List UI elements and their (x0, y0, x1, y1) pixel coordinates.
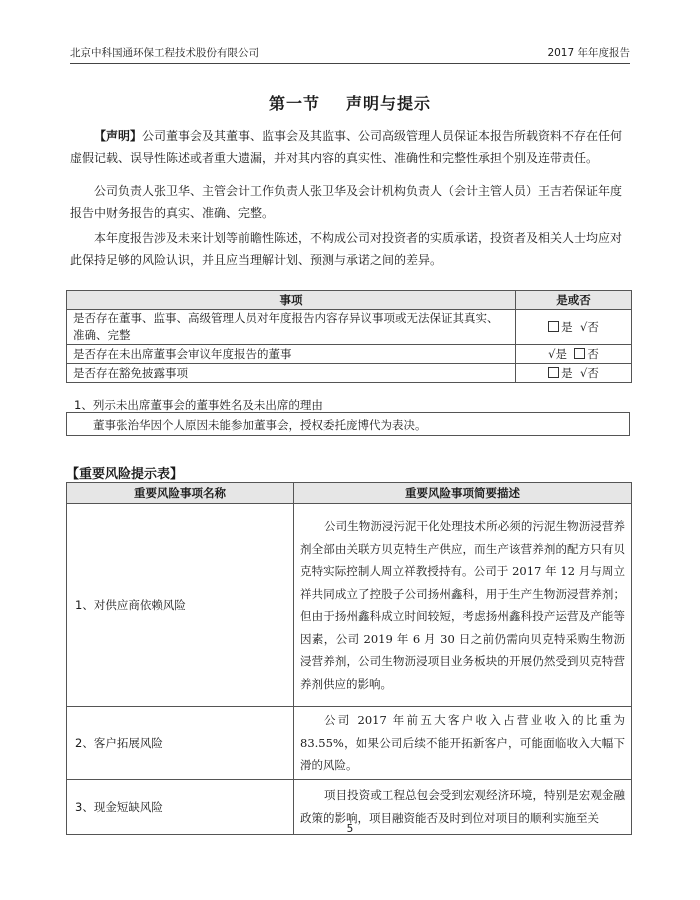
risk-desc: 项目投资或工程总包会受到宏观经济环境，特别是宏观金融政策的影响，项目融资能否及时到位对项目的顺利实施至关 (294, 779, 632, 834)
matter-answer (516, 345, 632, 364)
declaration-label: 【声明】 (94, 129, 143, 143)
checkbox-yes (548, 367, 559, 378)
no-label: 否 (587, 320, 599, 334)
page-number: 5 (346, 823, 354, 835)
check-mark: √ (548, 347, 556, 361)
matters-col-answer: 是或否 (516, 291, 632, 310)
matter-item: 是否存在董事、监事、高级管理人员对年度报告内容存异议事项或无法保证其真实、准确、完整 (67, 310, 516, 345)
matter-item: 是否存在豁免披露事项 (67, 364, 516, 383)
risk-desc: 公司生物沥浸污泥干化处理技术所必须的污泥生物沥浸营养剂全部由关联方贝克特生产供应，而生产该营养剂的配方只有贝克特实际控制人周立祥教授持有。公司于 2017 年 12 月与周立祥共同成立了控股子公司扬州鑫科，用于生产生物沥浸营养剂；但由于扬州鑫科成立时间较短，考虑扬州鑫科投产运营及产能等因素，公司 2019 年 6 月 30 日之前仍需向贝克特采购生物沥浸营养剂，公司生物沥浸项目业务板块的开展仍然受到贝克特营养剂供应的影响。 (294, 504, 632, 707)
no-label: 否 (587, 347, 599, 361)
table-row (67, 310, 632, 345)
checkbox-no (574, 348, 585, 359)
risk-name: 3、现金短缺风险 (67, 779, 294, 834)
risk-desc: 公司 2017 年前五大客户收入占营业收入的比重为 83.55%，如果公司后续不能开拓新客户，可能面临收入大幅下滑的风险。 (294, 707, 632, 780)
matters-header-row (67, 291, 632, 310)
risk-table (66, 482, 632, 835)
responsible-paragraph: 公司负责人张卫华、主管会计工作负责人张卫华及会计机构负责人（会计主管人员）王吉若保证年度报告中财务报告的真实、准确、完整。 (70, 184, 623, 220)
declaration-text: 公司董事会及其董事、监事会及其监事、公司高级管理人员保证本报告所载资料不存在任何虚假记载、误导性陈述或者重大遗漏，并对其内容的真实性、准确性和完整性承担个别及连带责任。 (70, 129, 623, 165)
section-name: 声明与提示 (346, 94, 432, 113)
header-report: 2017 年年度报告 (547, 47, 630, 59)
checkbox-yes (548, 321, 559, 332)
table-row (67, 364, 632, 383)
risk-name: 2、客户拓展风险 (67, 707, 294, 780)
matter-item: 是否存在未出席董事会审议年度报告的董事 (67, 345, 516, 364)
yes-label: 是 (555, 347, 567, 361)
risk-col-desc: 重要风险事项简要描述 (294, 483, 632, 504)
header-company: 北京中科国通环保工程技术股份有限公司 (70, 47, 259, 59)
table-row (67, 707, 632, 780)
section-title (0, 91, 700, 114)
risk-col-name: 重要风险事项名称 (67, 483, 294, 504)
matters-table (66, 290, 632, 383)
risk-table-heading: 【重要风险提示表】 (66, 467, 184, 482)
risk-header-row (67, 483, 632, 504)
forward-looking-paragraph: 本年度报告涉及未来计划等前瞻性陈述，不构成公司对投资者的实质承诺，投资者及相关人士均应对此保持足够的风险认识，并且应当理解计划、预测与承诺之间的差异。 (70, 231, 623, 267)
absent-reason: 董事张治华因个人原因未能参加董事会，授权委托庞博代为表决。 (66, 412, 630, 436)
yes-label: 是 (561, 366, 573, 380)
matter-answer (516, 310, 632, 345)
no-label: 否 (587, 366, 599, 380)
table-row (67, 504, 632, 707)
matter-answer (516, 364, 632, 383)
check-mark: √ (579, 320, 588, 334)
section-number: 第一节 (268, 94, 320, 113)
table-row (67, 345, 632, 364)
yes-label: 是 (561, 320, 573, 334)
check-mark: √ (579, 366, 588, 380)
declaration-paragraph (70, 125, 630, 169)
risk-name: 1、对供应商依赖风险 (67, 504, 294, 707)
page-header (70, 42, 630, 64)
matters-col-item: 事项 (67, 291, 516, 310)
absent-directors-heading: 1、列示未出席董事会的董事姓名及未出席的理由 (74, 398, 323, 412)
